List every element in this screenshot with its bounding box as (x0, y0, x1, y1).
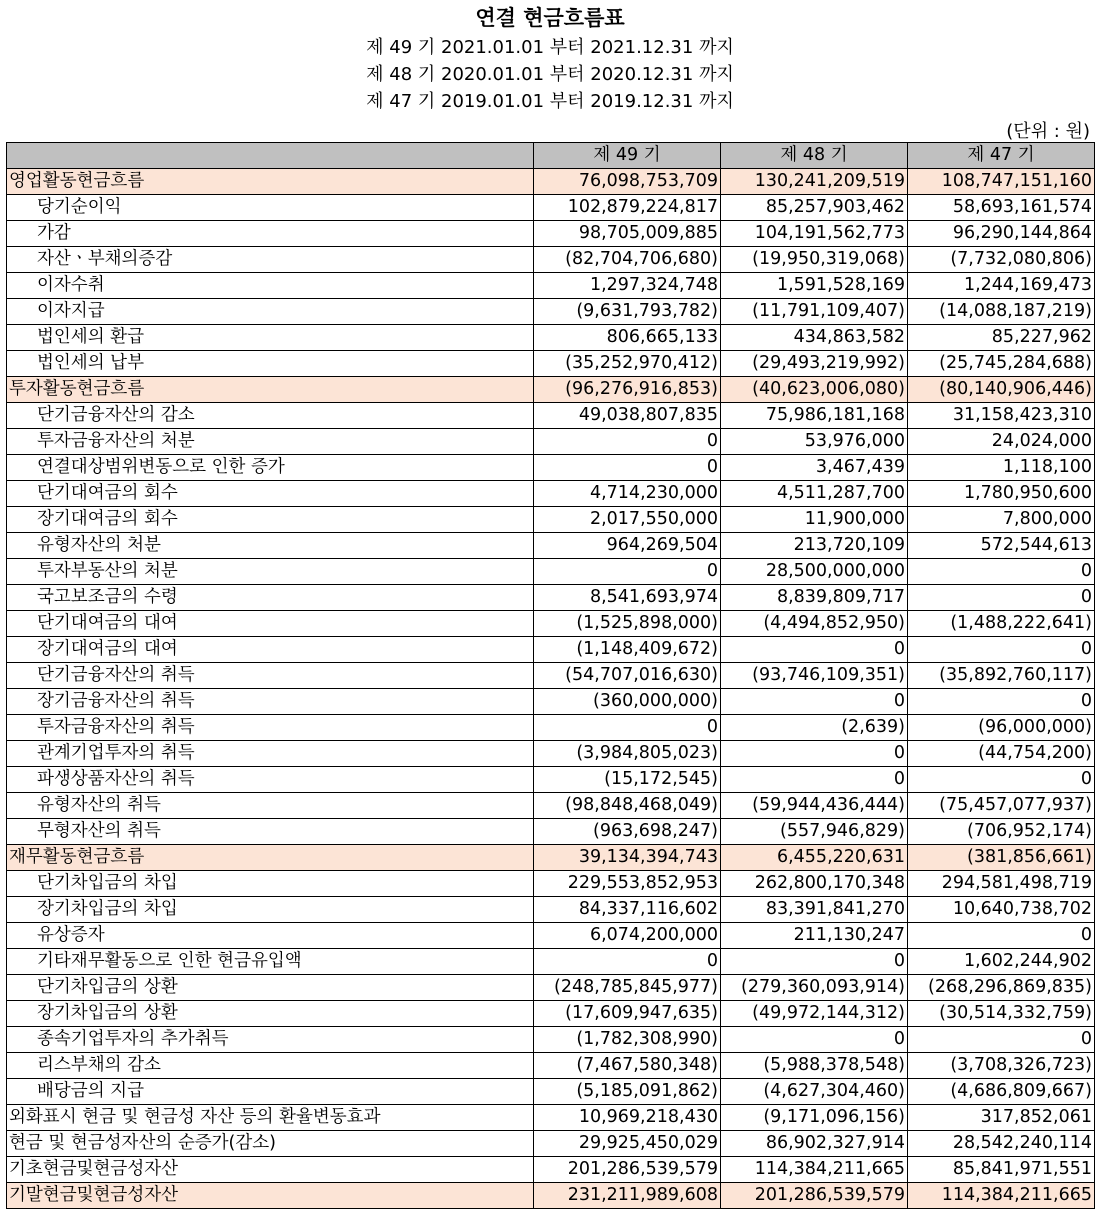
section-total-row (7, 377, 1095, 403)
value-cell-period-47: (1,488,222,641) (908, 611, 1095, 637)
row-label: 리스부채의 감소 (7, 1053, 534, 1079)
value-cell-period-48: (93,746,109,351) (721, 663, 908, 689)
column-header-period-47: 제 47 기 (908, 143, 1095, 169)
value-cell-period-49: (1,148,409,672) (534, 637, 721, 663)
table-row (7, 975, 1095, 1001)
value-cell-period-49: 1,297,324,748 (534, 273, 721, 299)
row-label: 장기금융자산의 취득 (7, 689, 534, 715)
value-cell-period-49: 84,337,116,602 (534, 897, 721, 923)
value-cell-period-47: (80,140,906,446) (908, 377, 1095, 403)
row-label: 현금 및 현금성자산의 순증가(감소) (7, 1131, 534, 1157)
value-cell-period-47: 0 (908, 637, 1095, 663)
value-cell-period-47: (25,745,284,688) (908, 351, 1095, 377)
value-cell-period-49: (7,467,580,348) (534, 1053, 721, 1079)
table-row (7, 585, 1095, 611)
table-row (7, 273, 1095, 299)
value-cell-period-48: 85,257,903,462 (721, 195, 908, 221)
column-header-period-49: 제 49 기 (534, 143, 721, 169)
row-label: 단기금융자산의 감소 (7, 403, 534, 429)
value-cell-period-47: (96,000,000) (908, 715, 1095, 741)
value-cell-period-47: 31,158,423,310 (908, 403, 1095, 429)
row-label: 무형자산의 취득 (7, 819, 534, 845)
value-cell-period-48: 201,286,539,579 (721, 1183, 908, 1209)
row-label: 당기순이익 (7, 195, 534, 221)
value-cell-period-47: 0 (908, 689, 1095, 715)
value-cell-period-48: 104,191,562,773 (721, 221, 908, 247)
value-cell-period-47: 108,747,151,160 (908, 169, 1095, 195)
value-cell-period-49: 0 (534, 949, 721, 975)
value-cell-period-48: 262,800,170,348 (721, 871, 908, 897)
value-cell-period-47: (3,708,326,723) (908, 1053, 1095, 1079)
value-cell-period-49: 806,665,133 (534, 325, 721, 351)
value-cell-period-47: 0 (908, 585, 1095, 611)
section-total-row (7, 1183, 1095, 1209)
value-cell-period-49: 201,286,539,579 (534, 1157, 721, 1183)
value-cell-period-49: (15,172,545) (534, 767, 721, 793)
value-cell-period-49: 0 (534, 455, 721, 481)
table-row (7, 1053, 1095, 1079)
row-label: 투자부동산의 처분 (7, 559, 534, 585)
table-row (7, 949, 1095, 975)
value-cell-period-49: 102,879,224,817 (534, 195, 721, 221)
value-cell-period-47: (75,457,077,937) (908, 793, 1095, 819)
value-cell-period-49: 2,017,550,000 (534, 507, 721, 533)
row-label: 연결대상범위변동으로 인한 증가 (7, 455, 534, 481)
value-cell-period-49: (1,525,898,000) (534, 611, 721, 637)
table-row (7, 351, 1095, 377)
section-total-row (7, 845, 1095, 871)
value-cell-period-48: (2,639) (721, 715, 908, 741)
row-label: 외화표시 현금 및 현금성 자산 등의 환율변동효과 (7, 1105, 534, 1131)
value-cell-period-49: 76,098,753,709 (534, 169, 721, 195)
value-cell-period-47: (381,856,661) (908, 845, 1095, 871)
value-cell-period-48: (557,946,829) (721, 819, 908, 845)
table-row (7, 507, 1095, 533)
value-cell-period-49: (54,707,016,630) (534, 663, 721, 689)
value-cell-period-48: 0 (721, 1027, 908, 1053)
value-cell-period-47: (30,514,332,759) (908, 1001, 1095, 1027)
row-label: 기말현금및현금성자산 (7, 1183, 534, 1209)
row-label: 파생상품자산의 취득 (7, 767, 534, 793)
value-cell-period-48: (4,494,852,950) (721, 611, 908, 637)
row-label: 단기차입금의 상환 (7, 975, 534, 1001)
table-row (7, 637, 1095, 663)
row-label: 단기대여금의 대여 (7, 611, 534, 637)
value-cell-period-48: 3,467,439 (721, 455, 908, 481)
value-cell-period-47: 0 (908, 1027, 1095, 1053)
table-row (7, 923, 1095, 949)
value-cell-period-48: 434,863,582 (721, 325, 908, 351)
value-cell-period-47: 0 (908, 767, 1095, 793)
value-cell-period-49: (360,000,000) (534, 689, 721, 715)
value-cell-period-47: 572,544,613 (908, 533, 1095, 559)
table-row (7, 1157, 1095, 1183)
value-cell-period-48: (4,627,304,460) (721, 1079, 908, 1105)
value-cell-period-49: (17,609,947,635) (534, 1001, 721, 1027)
value-cell-period-47: 1,244,169,473 (908, 273, 1095, 299)
value-cell-period-49: 8,541,693,974 (534, 585, 721, 611)
table-row (7, 1001, 1095, 1027)
row-label: 이자지급 (7, 299, 534, 325)
value-cell-period-48: 211,130,247 (721, 923, 908, 949)
table-row (7, 221, 1095, 247)
table-row (7, 195, 1095, 221)
value-cell-period-49: 4,714,230,000 (534, 481, 721, 507)
value-cell-period-48: 28,500,000,000 (721, 559, 908, 585)
row-label: 이자수취 (7, 273, 534, 299)
value-cell-period-49: 10,969,218,430 (534, 1105, 721, 1131)
row-label: 자산ㆍ부채의증감 (7, 247, 534, 273)
value-cell-period-47: 10,640,738,702 (908, 897, 1095, 923)
value-cell-period-49: 39,134,394,743 (534, 845, 721, 871)
row-label: 투자금융자산의 취득 (7, 715, 534, 741)
value-cell-period-47: (14,088,187,219) (908, 299, 1095, 325)
period-line: 제 49 기 2021.01.01 부터 2021.12.31 까지 (366, 37, 734, 58)
table-header-row (7, 143, 1095, 169)
table-row (7, 1079, 1095, 1105)
table-row (7, 1027, 1095, 1053)
table-row (7, 559, 1095, 585)
row-label: 장기차입금의 상환 (7, 1001, 534, 1027)
value-cell-period-49: (82,704,706,680) (534, 247, 721, 273)
value-cell-period-47: (706,952,174) (908, 819, 1095, 845)
value-cell-period-47: 1,602,244,902 (908, 949, 1095, 975)
row-label: 법인세의 환급 (7, 325, 534, 351)
value-cell-period-47: 0 (908, 559, 1095, 585)
value-cell-period-49: 231,211,989,608 (534, 1183, 721, 1209)
value-cell-period-47: (4,686,809,667) (908, 1079, 1095, 1105)
table-row (7, 611, 1095, 637)
value-cell-period-48: (11,791,109,407) (721, 299, 908, 325)
value-cell-period-47: 85,841,971,551 (908, 1157, 1095, 1183)
table-row (7, 689, 1095, 715)
value-cell-period-47: (7,732,080,806) (908, 247, 1095, 273)
value-cell-period-49: (1,782,308,990) (534, 1027, 721, 1053)
table-row (7, 247, 1095, 273)
value-cell-period-49: 0 (534, 715, 721, 741)
value-cell-period-48: (279,360,093,914) (721, 975, 908, 1001)
table-row (7, 793, 1095, 819)
value-cell-period-48: 0 (721, 949, 908, 975)
value-cell-period-48: 75,986,181,168 (721, 403, 908, 429)
value-cell-period-47: 58,693,161,574 (908, 195, 1095, 221)
row-label: 영업활동현금흐름 (7, 169, 534, 195)
row-label: 장기차입금의 차입 (7, 897, 534, 923)
value-cell-period-48: 0 (721, 767, 908, 793)
value-cell-period-48: 213,720,109 (721, 533, 908, 559)
value-cell-period-47: 96,290,144,864 (908, 221, 1095, 247)
value-cell-period-49: 29,925,450,029 (534, 1131, 721, 1157)
value-cell-period-48: 130,241,209,519 (721, 169, 908, 195)
value-cell-period-49: (5,185,091,862) (534, 1079, 721, 1105)
value-cell-period-47: (268,296,869,835) (908, 975, 1095, 1001)
value-cell-period-49: 98,705,009,885 (534, 221, 721, 247)
row-label: 장기대여금의 대여 (7, 637, 534, 663)
value-cell-period-48: (5,988,378,548) (721, 1053, 908, 1079)
value-cell-period-49: 0 (534, 559, 721, 585)
row-label: 투자금융자산의 처분 (7, 429, 534, 455)
row-label: 투자활동현금흐름 (7, 377, 534, 403)
table-row (7, 299, 1095, 325)
row-label: 단기차입금의 차입 (7, 871, 534, 897)
table-row (7, 871, 1095, 897)
value-cell-period-48: 86,902,327,914 (721, 1131, 908, 1157)
table-row (7, 325, 1095, 351)
period-line: 제 48 기 2020.01.01 부터 2020.12.31 까지 (366, 64, 734, 85)
value-cell-period-48: (29,493,219,992) (721, 351, 908, 377)
period-line: 제 47 기 2019.01.01 부터 2019.12.31 까지 (366, 91, 734, 112)
value-cell-period-48: 0 (721, 637, 908, 663)
row-label: 기타재무활동으로 인한 현금유입액 (7, 949, 534, 975)
value-cell-period-47: 1,780,950,600 (908, 481, 1095, 507)
row-label: 종속기업투자의 추가취득 (7, 1027, 534, 1053)
table-row (7, 533, 1095, 559)
value-cell-period-48: 53,976,000 (721, 429, 908, 455)
unit-label: (단위 : 원) (1006, 121, 1090, 142)
table-row (7, 455, 1095, 481)
value-cell-period-49: (98,848,468,049) (534, 793, 721, 819)
value-cell-period-49: (96,276,916,853) (534, 377, 721, 403)
column-header-label (7, 143, 534, 169)
value-cell-period-47: (44,754,200) (908, 741, 1095, 767)
value-cell-period-47: 7,800,000 (908, 507, 1095, 533)
row-label: 법인세의 납부 (7, 351, 534, 377)
row-label: 기초현금및현금성자산 (7, 1157, 534, 1183)
value-cell-period-47: 294,581,498,719 (908, 871, 1095, 897)
document-title: 연결 현금흐름표 (475, 6, 625, 30)
row-label: 가감 (7, 221, 534, 247)
value-cell-period-49: (9,631,793,782) (534, 299, 721, 325)
value-cell-period-48: (19,950,319,068) (721, 247, 908, 273)
cash-flow-table (6, 142, 1095, 1209)
value-cell-period-49: 964,269,504 (534, 533, 721, 559)
table-row (7, 897, 1095, 923)
table-row (7, 741, 1095, 767)
row-label: 유형자산의 취득 (7, 793, 534, 819)
value-cell-period-49: (963,698,247) (534, 819, 721, 845)
table-row (7, 663, 1095, 689)
value-cell-period-47: 85,227,962 (908, 325, 1095, 351)
value-cell-period-47: 317,852,061 (908, 1105, 1095, 1131)
value-cell-period-47: 114,384,211,665 (908, 1183, 1095, 1209)
row-label: 단기금융자산의 취득 (7, 663, 534, 689)
table-row (7, 715, 1095, 741)
value-cell-period-48: 0 (721, 689, 908, 715)
row-label: 국고보조금의 수령 (7, 585, 534, 611)
row-label: 배당금의 지급 (7, 1079, 534, 1105)
value-cell-period-48: (9,171,096,156) (721, 1105, 908, 1131)
value-cell-period-49: 0 (534, 429, 721, 455)
row-label: 관계기업투자의 취득 (7, 741, 534, 767)
row-label: 재무활동현금흐름 (7, 845, 534, 871)
value-cell-period-49: 6,074,200,000 (534, 923, 721, 949)
table-row (7, 481, 1095, 507)
value-cell-period-48: 83,391,841,270 (721, 897, 908, 923)
table-row (7, 1105, 1095, 1131)
row-label: 유상증자 (7, 923, 534, 949)
value-cell-period-47: 24,024,000 (908, 429, 1095, 455)
column-header-period-48: 제 48 기 (721, 143, 908, 169)
table-row (7, 429, 1095, 455)
row-label: 단기대여금의 회수 (7, 481, 534, 507)
value-cell-period-48: 11,900,000 (721, 507, 908, 533)
value-cell-period-48: (49,972,144,312) (721, 1001, 908, 1027)
value-cell-period-47: 0 (908, 923, 1095, 949)
section-total-row (7, 169, 1095, 195)
table-row (7, 403, 1095, 429)
value-cell-period-48: 4,511,287,700 (721, 481, 908, 507)
value-cell-period-48: 6,455,220,631 (721, 845, 908, 871)
value-cell-period-49: 229,553,852,953 (534, 871, 721, 897)
value-cell-period-48: 1,591,528,169 (721, 273, 908, 299)
row-label: 유형자산의 처분 (7, 533, 534, 559)
value-cell-period-48: 0 (721, 741, 908, 767)
value-cell-period-48: 8,839,809,717 (721, 585, 908, 611)
row-label: 장기대여금의 회수 (7, 507, 534, 533)
table-row (7, 819, 1095, 845)
table-row (7, 1131, 1095, 1157)
value-cell-period-48: 114,384,211,665 (721, 1157, 908, 1183)
value-cell-period-48: (40,623,006,080) (721, 377, 908, 403)
value-cell-period-49: (35,252,970,412) (534, 351, 721, 377)
value-cell-period-49: (3,984,805,023) (534, 741, 721, 767)
value-cell-period-49: 49,038,807,835 (534, 403, 721, 429)
value-cell-period-47: 28,542,240,114 (908, 1131, 1095, 1157)
table-row (7, 767, 1095, 793)
value-cell-period-47: 1,118,100 (908, 455, 1095, 481)
value-cell-period-49: (248,785,845,977) (534, 975, 721, 1001)
value-cell-period-48: (59,944,436,444) (721, 793, 908, 819)
value-cell-period-47: (35,892,760,117) (908, 663, 1095, 689)
